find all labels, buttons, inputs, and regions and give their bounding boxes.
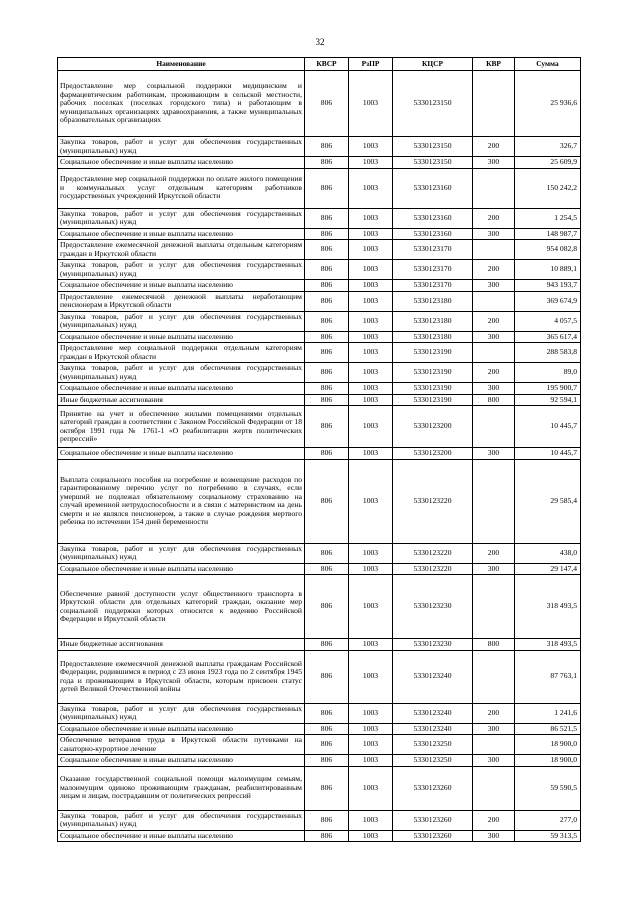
cell-kcsr: 5330123170: [393, 260, 473, 280]
cell-kvr: [473, 650, 515, 703]
table-row: [58, 543, 581, 563]
cell-kvsr: 806: [305, 755, 349, 767]
table-body: [58, 71, 581, 842]
cell-kvr: 300: [473, 331, 515, 343]
cell-kvr: 300: [473, 723, 515, 735]
cell-name: Закупка товаров, работ и услуг для обеспечения государственных (муниципальных) нужд: [58, 703, 305, 723]
cell-sum: 10 445,7: [515, 406, 581, 448]
cell-sum: 277,0: [515, 810, 581, 830]
table-row: [58, 137, 581, 157]
cell-sum: 318 493,5: [515, 639, 581, 651]
table-row: [58, 394, 581, 406]
cell-name: Закупка товаров, работ и услуг для обеспечения государственных (муниципальных) нужд: [58, 543, 305, 563]
table-row: [58, 639, 581, 651]
header-sum: Сумма: [515, 58, 581, 71]
table-header-row: [58, 58, 581, 71]
cell-kvr: [473, 766, 515, 810]
table-row: [58, 228, 581, 240]
cell-kcsr: 5330123220: [393, 563, 473, 575]
cell-kcsr: 5330123160: [393, 228, 473, 240]
table-row: [58, 766, 581, 810]
cell-kvr: 300: [473, 830, 515, 842]
cell-name: Предоставление ежемесячной денежной выплаты отдельным категориям граждан в Иркутской области: [58, 240, 305, 260]
cell-sum: 29 585,4: [515, 459, 581, 543]
cell-kvr: 800: [473, 394, 515, 406]
cell-rzpr: 1003: [349, 810, 393, 830]
cell-sum: 195 900,7: [515, 383, 581, 395]
cell-kvsr: 806: [305, 563, 349, 575]
header-name: Наименование: [58, 58, 305, 71]
cell-name: Иные бюджетные ассигнования: [58, 639, 305, 651]
cell-kcsr: 5330123150: [393, 157, 473, 169]
cell-kvsr: 806: [305, 240, 349, 260]
cell-kvsr: 806: [305, 291, 349, 311]
cell-rzpr: 1003: [349, 363, 393, 383]
cell-name: Социальное обеспечение и иные выплаты населению: [58, 331, 305, 343]
cell-rzpr: 1003: [349, 543, 393, 563]
cell-kcsr: 5330123220: [393, 459, 473, 543]
cell-sum: 25 609,9: [515, 157, 581, 169]
cell-kcsr: 5330123190: [393, 383, 473, 395]
cell-sum: 954 082,8: [515, 240, 581, 260]
cell-kvsr: 806: [305, 137, 349, 157]
cell-sum: 150 242,2: [515, 168, 581, 208]
cell-kvr: 300: [473, 280, 515, 292]
cell-name: Социальное обеспечение и иные выплаты населению: [58, 280, 305, 292]
table-row: [58, 280, 581, 292]
cell-kvsr: 806: [305, 331, 349, 343]
cell-sum: 318 493,5: [515, 575, 581, 639]
cell-rzpr: 1003: [349, 311, 393, 331]
table-row: [58, 406, 581, 448]
cell-kcsr: 5330123200: [393, 406, 473, 448]
cell-sum: 87 763,1: [515, 650, 581, 703]
cell-kvsr: 806: [305, 228, 349, 240]
table-row: [58, 755, 581, 767]
cell-sum: 59 313,5: [515, 830, 581, 842]
cell-kcsr: 5330123180: [393, 331, 473, 343]
table-row: [58, 363, 581, 383]
table-row: [58, 71, 581, 137]
cell-kvr: 800: [473, 639, 515, 651]
cell-rzpr: 1003: [349, 650, 393, 703]
cell-name: Социальное обеспечение и иные выплаты населению: [58, 228, 305, 240]
cell-sum: 86 521,5: [515, 723, 581, 735]
cell-kvsr: 806: [305, 406, 349, 448]
cell-kvr: 200: [473, 810, 515, 830]
table-row: [58, 208, 581, 228]
cell-rzpr: 1003: [349, 137, 393, 157]
cell-kvsr: 806: [305, 448, 349, 460]
cell-rzpr: 1003: [349, 280, 393, 292]
cell-name: Социальное обеспечение и иные выплаты населению: [58, 563, 305, 575]
cell-kcsr: 5330123240: [393, 703, 473, 723]
cell-name: Социальное обеспечение и иные выплаты населению: [58, 723, 305, 735]
cell-kvr: 200: [473, 543, 515, 563]
table-row: [58, 240, 581, 260]
cell-name: Социальное обеспечение и иные выплаты населению: [58, 157, 305, 169]
cell-kvr: 200: [473, 208, 515, 228]
cell-sum: 1 254,5: [515, 208, 581, 228]
cell-sum: 18 900,0: [515, 735, 581, 755]
cell-kcsr: 5330123170: [393, 280, 473, 292]
table-row: [58, 260, 581, 280]
header-kcsr: КЦСР: [393, 58, 473, 71]
cell-kcsr: 5330123220: [393, 543, 473, 563]
cell-kcsr: 5330123230: [393, 575, 473, 639]
cell-kvsr: 806: [305, 363, 349, 383]
cell-kvr: 200: [473, 311, 515, 331]
cell-kvr: 300: [473, 228, 515, 240]
table-row: [58, 650, 581, 703]
cell-sum: 326,7: [515, 137, 581, 157]
cell-kvsr: 806: [305, 157, 349, 169]
cell-kvr: [473, 459, 515, 543]
table-row: [58, 830, 581, 842]
cell-name: Предоставление ежемесячной денежной выплаты неработающим пенсионерам в Иркутской области: [58, 291, 305, 311]
cell-rzpr: 1003: [349, 331, 393, 343]
cell-rzpr: 1003: [349, 830, 393, 842]
cell-kvr: 300: [473, 383, 515, 395]
cell-rzpr: 1003: [349, 383, 393, 395]
cell-sum: 4 057,5: [515, 311, 581, 331]
cell-sum: 25 936,6: [515, 71, 581, 137]
budget-table: [57, 57, 581, 842]
cell-rzpr: 1003: [349, 168, 393, 208]
cell-rzpr: 1003: [349, 639, 393, 651]
table-row: [58, 703, 581, 723]
cell-sum: 29 147,4: [515, 563, 581, 575]
cell-kvsr: 806: [305, 543, 349, 563]
cell-kcsr: 5330123190: [393, 343, 473, 363]
cell-kvr: 300: [473, 157, 515, 169]
cell-kvr: [473, 168, 515, 208]
cell-kvsr: 806: [305, 280, 349, 292]
cell-sum: 288 583,8: [515, 343, 581, 363]
cell-kcsr: 5330123230: [393, 639, 473, 651]
cell-kvsr: 806: [305, 810, 349, 830]
cell-kcsr: 5330123250: [393, 735, 473, 755]
cell-name: Закупка товаров, работ и услуг для обеспечения государственных (муниципальных) нужд: [58, 137, 305, 157]
cell-kvsr: 806: [305, 735, 349, 755]
cell-kcsr: 5330123150: [393, 137, 473, 157]
cell-kvr: [473, 343, 515, 363]
cell-kcsr: 5330123250: [393, 755, 473, 767]
table-row: [58, 168, 581, 208]
cell-name: Закупка товаров, работ и услуг для обеспечения государственных (муниципальных) нужд: [58, 260, 305, 280]
cell-kcsr: 5330123190: [393, 394, 473, 406]
table-row: [58, 311, 581, 331]
header-kvsr: КВСР: [305, 58, 349, 71]
table-row: [58, 383, 581, 395]
cell-sum: 943 193,7: [515, 280, 581, 292]
cell-rzpr: 1003: [349, 291, 393, 311]
cell-kvsr: 806: [305, 639, 349, 651]
cell-kvsr: 806: [305, 383, 349, 395]
cell-kcsr: 5330123260: [393, 810, 473, 830]
header-kvr: КВР: [473, 58, 515, 71]
table-row: [58, 331, 581, 343]
cell-name: Обеспечение равной доступности услуг общественного транспорта в Иркутской области для отдельных категорий граждан, оказание мер социальной поддержки которых относится к ведению Российской Федерации и Иркутской области: [58, 575, 305, 639]
cell-kvr: [473, 735, 515, 755]
cell-kvr: [473, 291, 515, 311]
cell-kvsr: 806: [305, 311, 349, 331]
cell-kvsr: 806: [305, 168, 349, 208]
table-row: [58, 459, 581, 543]
cell-rzpr: 1003: [349, 260, 393, 280]
cell-rzpr: 1003: [349, 71, 393, 137]
page-number: 32: [315, 37, 325, 47]
cell-kcsr: 5330123240: [393, 650, 473, 703]
cell-sum: 438,0: [515, 543, 581, 563]
cell-kcsr: 5330123160: [393, 168, 473, 208]
cell-rzpr: 1003: [349, 755, 393, 767]
cell-rzpr: 1003: [349, 766, 393, 810]
table-row: [58, 723, 581, 735]
cell-sum: 365 617,4: [515, 331, 581, 343]
table-row: [58, 157, 581, 169]
cell-rzpr: 1003: [349, 343, 393, 363]
cell-kvr: 200: [473, 703, 515, 723]
cell-kvsr: 806: [305, 723, 349, 735]
cell-rzpr: 1003: [349, 240, 393, 260]
cell-name: Социальное обеспечение и иные выплаты населению: [58, 383, 305, 395]
cell-kcsr: 5330123240: [393, 723, 473, 735]
cell-kcsr: 5330123200: [393, 448, 473, 460]
cell-kvr: 200: [473, 363, 515, 383]
cell-kvsr: 806: [305, 343, 349, 363]
cell-kvsr: 806: [305, 650, 349, 703]
cell-name: Закупка товаров, работ и услуг для обеспечения государственных (муниципальных) нужд: [58, 208, 305, 228]
cell-kcsr: 5330123150: [393, 71, 473, 137]
table-row: [58, 575, 581, 639]
cell-name: Предоставление мер социальной поддержки медицинским и фармацевтическим работникам, проживающим в сельской местности, рабочих поселках (поселках городского типа) и работающим в муниципальных организациях здравоохранения, а также муниципальных образовательных организациях: [58, 71, 305, 137]
cell-name: Социальное обеспечение и иные выплаты населению: [58, 755, 305, 767]
header-rzpr: РзПР: [349, 58, 393, 71]
cell-rzpr: 1003: [349, 735, 393, 755]
cell-kvsr: 806: [305, 703, 349, 723]
cell-rzpr: 1003: [349, 406, 393, 448]
cell-name: Закупка товаров, работ и услуг для обеспечения государственных (муниципальных) нужд: [58, 311, 305, 331]
cell-name: Социальное обеспечение и иные выплаты населению: [58, 830, 305, 842]
cell-sum: 92 594,1: [515, 394, 581, 406]
table-row: [58, 810, 581, 830]
cell-kvsr: 806: [305, 459, 349, 543]
cell-kvr: [473, 71, 515, 137]
cell-rzpr: 1003: [349, 448, 393, 460]
cell-kvsr: 806: [305, 71, 349, 137]
cell-sum: 18 900,0: [515, 755, 581, 767]
cell-kvr: [473, 406, 515, 448]
cell-sum: 10 445,7: [515, 448, 581, 460]
cell-kvr: 300: [473, 755, 515, 767]
cell-kcsr: 5330123160: [393, 208, 473, 228]
cell-name: Предоставление ежемесячной денежной выплаты гражданам Российской Федерации, родившимся в период с 23 июня 1923 года по 2 сентября 1945 года и проживающим в Иркутской области, которым присвоен статус детей Великой Отечественной войны: [58, 650, 305, 703]
cell-kvsr: 806: [305, 575, 349, 639]
cell-rzpr: 1003: [349, 394, 393, 406]
cell-name: Иные бюджетные ассигнования: [58, 394, 305, 406]
cell-kvr: 200: [473, 260, 515, 280]
cell-name: Оказание государственной социальной помощи малоимущим семьям, малоимущим одиноко проживающим гражданам, реабилитированным лицам и лицам, пострадавшим от политических репрессий: [58, 766, 305, 810]
cell-rzpr: 1003: [349, 228, 393, 240]
cell-sum: 1 241,6: [515, 703, 581, 723]
table-row: [58, 563, 581, 575]
cell-name: Выплата социального пособия на погребение и возмещение расходов по гарантированному перечню услуг по погребению в случаях, если умерший не подлежал обязательному социальному страхованию на случай временной нетрудоспособности и в связи с материнством на день смерти и не являлся пенсионером, а также в случае рождения мертвого ребенка по истечении 154 дней беременности: [58, 459, 305, 543]
cell-kvr: 300: [473, 448, 515, 460]
cell-rzpr: 1003: [349, 575, 393, 639]
cell-kcsr: 5330123190: [393, 363, 473, 383]
cell-kvsr: 806: [305, 208, 349, 228]
cell-sum: 369 674,9: [515, 291, 581, 311]
cell-kcsr: 5330123260: [393, 766, 473, 810]
cell-kvr: [473, 575, 515, 639]
table-row: [58, 735, 581, 755]
cell-kvr: [473, 240, 515, 260]
cell-rzpr: 1003: [349, 703, 393, 723]
cell-kvr: 200: [473, 137, 515, 157]
cell-kcsr: 5330123170: [393, 240, 473, 260]
cell-sum: 148 987,7: [515, 228, 581, 240]
table-row: [58, 448, 581, 460]
cell-kvsr: 806: [305, 260, 349, 280]
table-row: [58, 291, 581, 311]
cell-name: Обеспечение ветеранов труда в Иркутской области путевками на санаторно-курортное лечение: [58, 735, 305, 755]
cell-name: Предоставление мер социальной поддержки по оплате жилого помещения и коммунальных услуг отдельным категориям работников государственных учреждений Иркутской области: [58, 168, 305, 208]
cell-rzpr: 1003: [349, 723, 393, 735]
cell-sum: 89,0: [515, 363, 581, 383]
cell-kcsr: 5330123260: [393, 830, 473, 842]
cell-kvsr: 806: [305, 766, 349, 810]
cell-kcsr: 5330123180: [393, 311, 473, 331]
cell-rzpr: 1003: [349, 208, 393, 228]
cell-name: Закупка товаров, работ и услуг для обеспечения государственных (муниципальных) нужд: [58, 810, 305, 830]
cell-kvsr: 806: [305, 830, 349, 842]
cell-name: Предоставление мер социальной поддержки отдельным категориям граждан в Иркутской области: [58, 343, 305, 363]
table-row: [58, 343, 581, 363]
cell-sum: 59 590,5: [515, 766, 581, 810]
cell-kcsr: 5330123180: [393, 291, 473, 311]
cell-name: Закупка товаров, работ и услуг для обеспечения государственных (муниципальных) нужд: [58, 363, 305, 383]
cell-kvr: 300: [473, 563, 515, 575]
cell-name: Принятие на учет и обеспечение жилыми помещениями отдельных категорий граждан в соответствии с Законом Российской Федерации от 18 октября 1991 года № 1761-1 «О реабилитации жертв политических репрессий»: [58, 406, 305, 448]
cell-kvsr: 806: [305, 394, 349, 406]
cell-rzpr: 1003: [349, 563, 393, 575]
cell-rzpr: 1003: [349, 459, 393, 543]
cell-sum: 10 889,1: [515, 260, 581, 280]
cell-rzpr: 1003: [349, 157, 393, 169]
cell-name: Социальное обеспечение и иные выплаты населению: [58, 448, 305, 460]
